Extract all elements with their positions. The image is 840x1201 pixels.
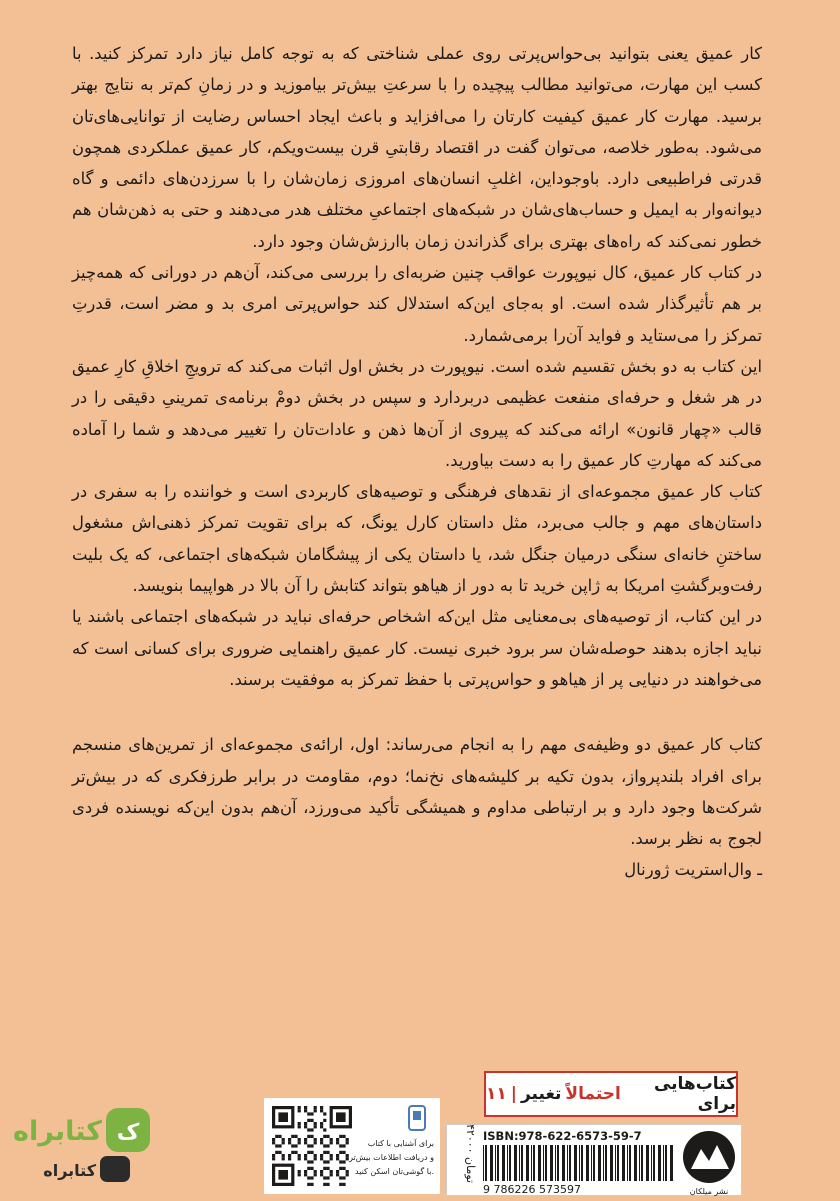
isbn-label: ISBN:978-622-6573-59-7 xyxy=(483,1129,642,1143)
qr-code-icon xyxy=(272,1106,352,1186)
qr-caption-line: با گوشی‌تان اسکن کنید. xyxy=(355,1167,434,1176)
paragraph: این کتاب به دو بخش تقسیم شده است. نیوپورت در بخش اول اثبات می‌کند که ترویجِ اخلاقِ کارِ عمیق در هر شغل و حرفه‌ای منفعت عظیمی دربردارد و سپس در بخش دومْ برنامه‌ی تمرینیِ دقیقی را در قالب «چهار قانون» ارائه می‌کند که پیروی از آن‌ها ذهن و عادات‌تان را تغییر می‌دهد و شما را آماده می‌کند که مهارتِ کار عمیق را به دست بیاورید. xyxy=(72,356,762,470)
paragraph: کتاب کار عمیق مجموعه‌ای از نقدهای فرهنگی و توصیه‌های کاربردی است و خواننده را به سفری در داستان‌های مهم و جالب می‌برد، مثل داستان کارل یونگ، که برای تقویت تمرکز ذهنی‌اش مشغول ساختنِ خانه‌ای سنگی درمیان جنگل شد، یا داستان یکی از پیشگامان شبکه‌های اجتماعی، که یک بلیت رفت‌وبرگشتِ امریکا به ژاپن خرید تا به دور از هیاهو بتواند کتابش را آن بالا در هواپیما بنویسد. xyxy=(72,482,762,596)
barcode xyxy=(483,1145,673,1181)
ketabrah-small-badge-icon xyxy=(100,1156,130,1182)
logo-subtext: کتابراه xyxy=(43,1161,96,1180)
back-cover-text xyxy=(72,38,762,886)
ketabrah-logo xyxy=(4,1104,154,1186)
series-number: ۱۱ xyxy=(486,1084,507,1104)
series-label xyxy=(484,1071,738,1117)
qr-caption-line: برای آشنایی با کتاب xyxy=(367,1139,434,1148)
barcode-number: 9 786226 573597 xyxy=(483,1183,581,1196)
barcode-panel xyxy=(446,1124,742,1196)
qr-caption-line: و دریافت اطلاعات بیش‌تر xyxy=(349,1153,434,1162)
barcode-panel-graphics xyxy=(447,1125,743,1197)
paragraph: کار عمیق یعنی بتوانید بی‌حواس‌پرتی روی عملی شناختی که به توجه کامل نیاز دارد تمرکز کنید. با کسب این مهارت، می‌توانید مطالب پیچیده را با سرعتِ بیش‌تر بیاموزید و در زمانِ کم‌تر به نتایج بهتر برسید. مهارت کار عمیق کیفیت کارتان را می‌افزاید و باعث ایجاد احساس رضایت از توانایی‌های‌تان می‌شود. به‌طور خلاصه، می‌توان گفت در اقتصاد رقابتیِ قرن بیست‌ویکم، کار عمیق عملکردی همچون قدرتی فراطبیعی دارد. باوجوداین، اغلبِ انسان‌های امروزی زمان‌شان را با سرزدن‌های دائمی و گاه دیوانه‌وار به ایمیل و حساب‌های‌شان در شبکه‌های اجتماعیِ مختلف هدر می‌دهند و حتی به ذهن‌شان هم خطور نمی‌کند که راه‌های بهتری برای گذراندن زمان باارزش‌شان وجود دارد. xyxy=(72,44,762,251)
review-source: ـ وال‌استریت ژورنال xyxy=(624,860,762,880)
phone-scan-icon xyxy=(409,1106,425,1130)
ketabrah-logo-graphics xyxy=(4,1104,154,1186)
publisher-name: نشر میلکان xyxy=(689,1187,729,1196)
review-quote: کتاب کار عمیق دو وظیفه‌ی مهم را به انجام می‌رساند: اول، ارائه‌ی مجموعه‌ای از تمرین‌های منسجم برای افراد بلندپرواز، بدون تکیه بر کلیشه‌های نخ‌نما؛ دوم، مقاومت در برابر طرزفکری که در بیش‌تر شرکت‌ها وجود دارد و بر ارتباطی مداوم و همیشگی تأکید می‌ورزد، آن‌هم بدون این‌که نویسنده فردی لجوج به نظر برسد. xyxy=(72,735,762,849)
price-label: ۴۲۰۰۰ تومان xyxy=(464,1125,477,1184)
logo-text: کتابراه xyxy=(13,1116,102,1147)
series-accent: احتمالاً xyxy=(565,1084,621,1104)
series-suffix: تغییر xyxy=(520,1084,562,1104)
series-separator: | xyxy=(510,1084,517,1104)
series-prefix: کتاب‌هایی برای xyxy=(653,1074,736,1114)
paragraph: در کتاب کار عمیق، کال نیوپورت عواقب چنین ضربه‌ای را بررسی می‌کند، آن‌هم در دورانی که همه‌چیز بر هم تأثیرگذار شده است. او به‌جای این‌که استدلال کند حواس‌پرتی امری بد و مضر است، قدرتِ تمرکز را می‌ستاید و فواید آن‌را برمی‌شمارد. xyxy=(72,263,762,345)
paragraph: در این کتاب، از توصیه‌های بی‌معنایی مثل این‌که اشخاص حرفه‌ای نباید در شبکه‌های اجتماعی باشند یا نباید اجازه بدهند حوصله‌شان سر برود خبری نیست. کار عمیق راهنمایی ضروری برای کسانی است که می‌خواهند در دنیایی پر از هیاهو و حواس‌پرتی با حفظ تمرکز به موفقیت برسند. xyxy=(72,607,762,689)
publisher-logo-icon xyxy=(683,1131,735,1183)
qr-panel xyxy=(264,1098,440,1194)
ketabrah-badge-glyph: ک xyxy=(116,1120,140,1145)
qr-panel-graphics xyxy=(264,1098,440,1194)
